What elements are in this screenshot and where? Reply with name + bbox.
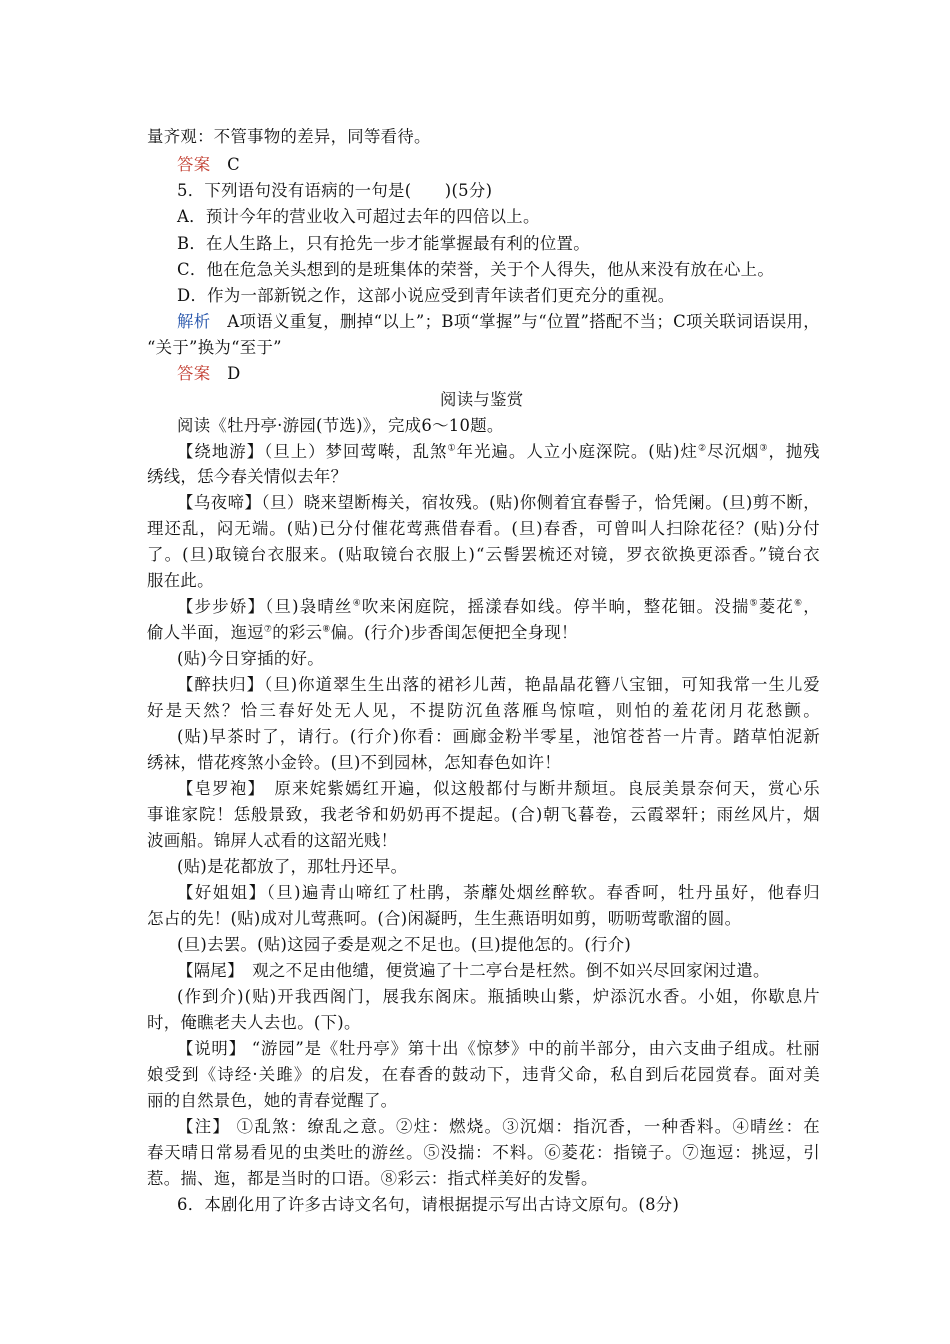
text-line <box>147 1142 820 1164</box>
line-content <box>147 545 821 564</box>
text-segment: A项语义重复，删掉“以上”；B项“掌握”与“位置”搭配不当；C项关联词语误用， <box>210 312 821 331</box>
text-segment: 绣线，恁今春关情似去年？ <box>147 467 348 486</box>
text-segment: 年光遍。人立小庭深院。(贴)炷 <box>456 442 698 461</box>
text-line <box>147 570 214 592</box>
text-segment: 【皂罗袍】 原来姹紫嫣红开遍，似这般都付与断井颓垣。良辰美景奈何天，赏心乐 <box>177 779 821 798</box>
text-line <box>147 1168 598 1190</box>
text-segment: 【绕地游】（旦上）梦回莺啭，乱煞 <box>177 442 448 461</box>
text-line <box>177 285 674 307</box>
line-content <box>177 883 821 902</box>
text-segment: (贴)今日穿插的好。 <box>177 649 324 668</box>
text-line <box>177 492 820 514</box>
text-segment: (贴)早茶时了，请行。(行介)你看：画廊金粉半零星，池馆苍苔一片青。踏草怕泥新 <box>177 727 821 746</box>
text-line <box>147 518 820 540</box>
text-line <box>147 908 741 930</box>
line-content <box>147 753 561 772</box>
text-line <box>147 700 823 722</box>
footnote-marker: ⑧ <box>322 624 331 635</box>
text-segment: 【步步娇】（旦)袅晴丝 <box>177 597 353 616</box>
text-segment: 了。(旦)取镜台衣服来。(贴取镜台衣服上)“云髻罢梳还对镜，罗衣欲换更添香。”镜台衣 <box>147 545 821 564</box>
line-content <box>177 1117 821 1136</box>
text-segment: 量齐观：不管事物的差异，同等看待。 <box>147 127 431 146</box>
line-content <box>177 286 674 305</box>
line-content <box>177 181 492 200</box>
text-segment: 绣袜，惜花疼煞小金铃。(旦)不到园林，怎知春色如许！ <box>147 753 561 772</box>
text-segment: C <box>210 155 240 174</box>
text-segment: 惹。揣、迤，都是当时的口语。⑧彩云：指式样美好的发髻。 <box>147 1169 598 1188</box>
footnote-marker: ③ <box>759 443 769 454</box>
text-segment: 偏。(行介)步香闺怎便把全身现！ <box>330 623 578 642</box>
line-content <box>177 727 821 746</box>
text-line <box>177 882 820 904</box>
line-content <box>177 675 821 694</box>
text-segment: 的彩云 <box>272 623 323 642</box>
text-line <box>177 363 241 385</box>
line-content <box>177 416 504 435</box>
text-line <box>177 1038 820 1060</box>
line-content <box>147 623 578 642</box>
text-segment: 【好姐姐】（旦)遍青山啼红了杜鹃，荼蘼处烟丝醉软。春香呵，牡丹虽好，他春归 <box>177 883 822 902</box>
line-content <box>177 649 324 668</box>
text-line <box>177 674 820 696</box>
text-line <box>177 648 324 670</box>
text-segment: 【注】 ①乱煞：缭乱之意。②炷：燃烧。③沉烟：指沉香，一种香料。④晴丝：在 <box>177 1117 822 1136</box>
line-content <box>177 597 821 616</box>
line-content <box>147 571 214 590</box>
line-content <box>177 493 820 512</box>
line-content <box>177 155 240 174</box>
text-segment: D <box>210 364 241 383</box>
text-line <box>177 596 820 618</box>
text-line <box>147 1090 397 1112</box>
analysis-label: 解析 <box>177 312 211 331</box>
text-segment: D．作为一部新锐之作，这部小说应受到青年读者们更充分的重视。 <box>177 286 675 305</box>
text-line <box>177 960 770 982</box>
text-segment: 阅读与鉴赏 <box>440 390 524 409</box>
text-segment: 丽的自然景色，她的青春觉醒了。 <box>147 1091 398 1110</box>
text-segment: 波画船。锦屏人忒看的这韶光贱！ <box>147 831 398 850</box>
line-content <box>147 338 282 357</box>
footnote-marker: ⑦ <box>263 624 273 635</box>
text-segment: 理还乱，闷无端。(贴)已分付催花莺燕借春看。(旦)春香，可曾叫人扫除花径？(贴)分付 <box>147 519 821 538</box>
text-segment: 尽沉烟 <box>707 442 760 461</box>
line-content <box>147 831 397 850</box>
text-segment: (旦)去罢。(贴)这园子委是观之不足也。(旦)提他怎的。(行介) <box>177 935 632 954</box>
text-segment: A．预计今年的营业收入可超过去年的四倍以上。 <box>177 207 540 226</box>
line-content <box>147 1091 397 1110</box>
line-content <box>177 779 821 798</box>
answer-label: 答案 <box>177 155 211 174</box>
footnote-marker: ⑥ <box>793 598 804 609</box>
text-segment: 时，俺瞧老夫人去也。(下)。 <box>147 1013 361 1032</box>
text-segment: ， <box>803 597 821 616</box>
text-segment: 6．本剧化用了许多古诗文名句，请根据提示写出古诗文原句。(8分) <box>177 1195 680 1214</box>
text-segment: 5．下列语句没有语病的一句是( )(5分) <box>177 181 493 200</box>
line-content <box>177 987 821 1006</box>
text-line <box>177 441 820 463</box>
text-line <box>177 934 631 956</box>
line-content <box>147 1065 821 1084</box>
text-segment: “关于”换为“至于” <box>147 338 282 357</box>
text-line <box>147 804 820 826</box>
text-line <box>177 233 590 255</box>
text-segment: 娘受到《诗经·关雎》的启发，在春香的鼓动下，违背父命，私自到后花园赏春。面对美 <box>147 1065 821 1084</box>
footnote-marker: ⑤ <box>749 598 759 609</box>
line-content <box>177 364 241 383</box>
text-line <box>177 726 820 748</box>
line-content <box>177 442 821 461</box>
text-segment: 【醉扶归】（旦)你道翠生生出落的裙衫儿茜，艳晶晶花簪八宝钿，可知我常一生儿爱 <box>177 675 821 694</box>
answer-label: 答案 <box>177 364 211 383</box>
text-line <box>440 389 523 411</box>
text-segment: 【乌夜啼】（旦）晓来望断梅关，宿妆残。(贴)你侧着宜春髻子，恰凭阑。(旦)剪不断， <box>177 493 821 512</box>
line-content <box>147 701 822 720</box>
text-line <box>147 126 431 148</box>
text-line <box>177 415 504 437</box>
text-line <box>147 544 820 566</box>
text-segment: 【隔尾】 观之不足由他缱，便赏遍了十二亭台是枉然。倒不如兴尽回家闲过遣。 <box>177 961 770 980</box>
line-content <box>440 390 523 409</box>
text-line <box>177 778 820 800</box>
text-segment: 服在此。 <box>147 571 214 590</box>
line-content <box>147 1143 821 1162</box>
text-line <box>147 1064 820 1086</box>
line-content <box>147 127 431 146</box>
text-segment: (贴)是花都放了，那牡丹还早。 <box>177 857 408 876</box>
text-line <box>177 259 774 281</box>
line-content <box>177 1039 821 1058</box>
text-line <box>177 311 820 333</box>
text-segment: 【说明】 “游园”是《牡丹亭》第十出《惊梦》中的前半部分，由六支曲子组成。杜丽 <box>177 1039 821 1058</box>
line-content <box>177 935 631 954</box>
text-line <box>177 1194 679 1216</box>
line-content <box>177 857 407 876</box>
line-content <box>147 1013 361 1032</box>
text-line <box>177 856 407 878</box>
text-line <box>147 752 561 774</box>
text-line <box>147 337 282 359</box>
text-line <box>177 1116 820 1138</box>
line-content <box>177 234 590 253</box>
line-content <box>177 1195 679 1214</box>
text-segment: 偷人半面，迤逗 <box>147 623 264 642</box>
text-line <box>147 466 347 488</box>
text-line <box>177 986 820 1008</box>
line-content <box>177 961 770 980</box>
text-segment: 事谁家院！恁般景致，我老爷和奶奶再不提起。(合)朝飞暮卷，云霞翠轩；雨丝风片，烟 <box>147 805 821 824</box>
text-line <box>177 206 540 228</box>
text-segment: 菱花 <box>758 597 794 616</box>
footnote-marker: ② <box>697 443 708 454</box>
text-segment: 春天晴日常易看见的虫类吐的游丝。⑤没揣：不料。⑥菱花：指镜子。⑦迤逗：挑逗，引 <box>147 1143 821 1162</box>
footnote-marker: ① <box>447 443 457 454</box>
line-content <box>147 909 741 928</box>
text-segment: 阅读《牡丹亭·游园(节选)》，完成6～10题。 <box>177 416 504 435</box>
text-segment: B．在人生路上，只有抢先一步才能掌握最有利的位置。 <box>177 234 590 253</box>
line-content <box>147 467 347 486</box>
text-segment: 怎占的先！(贴)成对儿莺燕呵。(合)闲凝眄，生生燕语明如剪，呖呖莺歌溜的圆。 <box>147 909 742 928</box>
text-segment: C．他在危急关头想到的是班集体的荣誉，关于个人得失，他从来没有放在心上。 <box>177 260 775 279</box>
text-line <box>147 622 578 644</box>
line-content <box>147 519 821 538</box>
text-line <box>177 154 240 176</box>
text-line <box>147 830 397 852</box>
footnote-marker: ④ <box>352 598 362 609</box>
line-content <box>147 1169 598 1188</box>
text-line <box>177 180 492 202</box>
text-segment: 吹来闲庭院，摇漾春如线。停半晌，整花钿。没揣 <box>361 597 750 616</box>
text-line <box>147 1012 361 1034</box>
text-segment: ，抛残 <box>768 442 821 461</box>
line-content <box>147 805 821 824</box>
text-segment: (作到介)(贴)开我西阁门，展我东阁床。瓶插映山紫，炉添沉水香。小姐，你歇息片 <box>177 987 821 1006</box>
line-content <box>177 260 774 279</box>
text-segment: 好是天然？恰三春好处无人见，不提防沉鱼落雁鸟惊喧，则怕的羞花闭月花愁颤。 <box>147 701 823 720</box>
line-content <box>177 312 820 331</box>
line-content <box>177 207 540 226</box>
